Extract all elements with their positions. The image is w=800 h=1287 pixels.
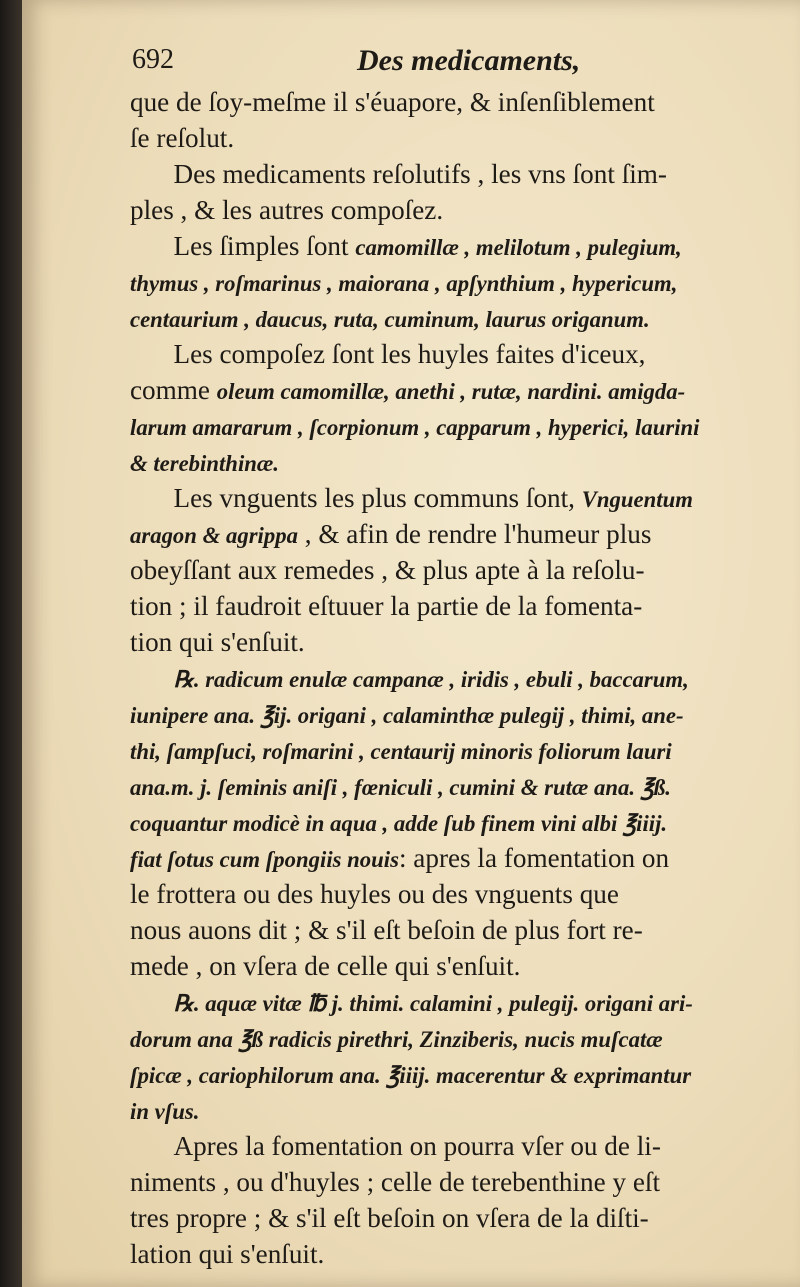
text-line — [130, 516, 800, 552]
text-line — [130, 264, 800, 300]
text-line — [130, 84, 800, 120]
roman-span: Les compoſez ſont les huyles faites d'iceux, — [173, 338, 646, 369]
text-line — [130, 804, 800, 840]
latin-italic-span: larum amararum , ſcorpionum , capparum , hyperici, laurini — [130, 415, 700, 440]
running-title: Des medicaments, — [357, 44, 581, 77]
text-line — [130, 156, 800, 192]
roman-span: Les ſimples ſont — [173, 230, 356, 261]
text-line — [130, 1128, 800, 1164]
text-line — [130, 1056, 800, 1092]
text-line — [130, 1092, 800, 1128]
text-line — [130, 1236, 800, 1272]
book-spine — [0, 0, 22, 1287]
text-line — [130, 336, 800, 372]
latin-italic-span: in vſus. — [130, 1099, 200, 1124]
latin-italic-span: coquantur modicè in aqua , adde ſub finem vini albi ℥iiij. — [130, 811, 668, 836]
text-line — [130, 912, 800, 948]
running-head — [132, 44, 760, 84]
roman-span: niments , ou d'huyles ; celle de terebenthine y eſt — [130, 1166, 661, 1197]
page-number: 692 — [132, 44, 174, 75]
roman-span: le frottera ou des huyles ou des vnguents que — [130, 878, 619, 909]
text-line — [130, 372, 800, 408]
text-line — [130, 444, 800, 480]
text-line — [130, 1200, 800, 1236]
roman-span: , & afin de rendre l'humeur plus — [297, 518, 652, 549]
latin-italic-span: Vnguentum — [581, 487, 693, 512]
latin-italic-span: ſpicæ , cariophilorum ana. ℥iiij. macerentur & exprimantur — [130, 1063, 692, 1088]
latin-italic-span: ℞. radicum enulæ campanæ , iridis , ebuli , baccarum, — [173, 667, 689, 692]
text-line — [130, 984, 800, 1020]
text-line — [130, 120, 800, 156]
latin-italic-span: aragon & agrippa — [130, 523, 298, 548]
roman-span: Les vnguents les plus communs ſont, — [173, 482, 582, 513]
roman-span: Apres la fomentation on pourra vſer ou de li- — [173, 1130, 661, 1161]
latin-italic-span: ana.m. j. ſeminis aniſi , fœniculi , cumini & rutæ ana. ℥ß. — [130, 775, 671, 800]
roman-span: que de ſoy-meſme il s'éuapore, & inſenſiblement — [130, 86, 655, 117]
text-line — [130, 300, 800, 336]
latin-italic-span: & terebinthinæ. — [130, 451, 280, 476]
text-line — [130, 732, 800, 768]
text-line — [130, 408, 800, 444]
text-line — [130, 624, 800, 660]
latin-italic-span: centaurium , daucus, ruta, cuminum, laurus origanum. — [130, 307, 650, 332]
text-line — [130, 228, 800, 264]
text-line — [130, 1164, 800, 1200]
roman-span: ples , & les autres compoſez. — [130, 194, 444, 225]
roman-span: lation qui s'enſuit. — [130, 1238, 325, 1269]
roman-span: tres propre ; & s'il eſt beſoin on vſera de la diſti- — [130, 1202, 649, 1233]
text-line — [130, 192, 800, 228]
text-line — [130, 876, 800, 912]
text-line — [130, 480, 800, 516]
latin-italic-span: camomillæ , melilotum , pulegium, — [355, 235, 682, 260]
latin-italic-span: dorum ana ℥ß radicis pirethri, Zinziberis, nucis muſcatæ — [130, 1027, 663, 1052]
latin-italic-span: thi, ſampſuci, roſmarini , centaurij minoris foliorum lauri — [130, 739, 672, 764]
roman-span: Des medicaments reſolutifs , les vns ſont ſim- — [173, 158, 667, 189]
page-body — [130, 84, 800, 1272]
text-line — [130, 768, 800, 804]
roman-span: : apres la fomentation on — [398, 842, 670, 873]
text-line — [130, 660, 800, 696]
book-page — [22, 0, 800, 1287]
roman-span: comme — [130, 374, 217, 405]
roman-span: tion qui s'enſuit. — [130, 626, 305, 657]
latin-italic-span: ℞. aquæ vitæ ℔ j. thimi. calamini , pulegij. origani ari- — [173, 991, 693, 1016]
latin-italic-span: oleum camomillæ, anethi , rutæ, nardini. amigda- — [216, 379, 686, 404]
roman-span: mede , on vſera de celle qui s'enſuit. — [130, 950, 521, 981]
roman-span: ſe reſolut. — [130, 122, 235, 153]
text-line — [130, 1020, 800, 1056]
latin-italic-span: thymus , roſmarinus , maiorana , apſynthium , hypericum, — [130, 271, 678, 296]
text-line — [130, 552, 800, 588]
latin-italic-span: iunipere ana. ℥ij. origani , calaminthæ pulegij , thimi, ane- — [130, 703, 684, 728]
roman-span: nous auons dit ; & s'il eſt beſoin de plus fort re- — [130, 914, 643, 945]
roman-span: tion ; il faudroit eſtuuer la partie de la fomenta- — [130, 590, 643, 621]
latin-italic-span: fiat ſotus cum ſpongiis nouis — [130, 847, 399, 872]
roman-span: obeyſſant aux remedes , & plus apte à la reſolu- — [130, 554, 645, 585]
text-line — [130, 948, 800, 984]
text-line — [130, 696, 800, 732]
text-line — [130, 840, 800, 876]
text-line — [130, 588, 800, 624]
